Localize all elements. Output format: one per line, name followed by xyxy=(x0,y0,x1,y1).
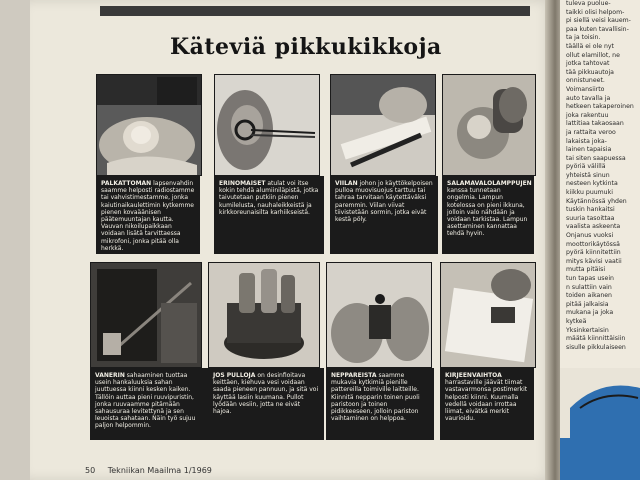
facing-page-line: mukana ja joka xyxy=(566,309,614,317)
page-title: Käteviä pikkukikkoja xyxy=(170,34,442,60)
snap-battery-illustration xyxy=(327,263,431,367)
saw-clamp-illustration xyxy=(91,263,201,367)
caption-tweezers xyxy=(214,176,324,254)
facing-page-line: tai siten saapuessa xyxy=(566,154,626,162)
facing-page-line: ta ja toisin. xyxy=(566,34,601,42)
caption-text: on desinfioitava keittäen, kiehuva vesi voidaan saada pieneen pannuun, ja sitä voi käyttää lasiin kuumana. Pullot lyödään vesiin, jotta ne eivät hajoa. xyxy=(213,372,319,416)
facing-page-line: kiikku puumuki xyxy=(566,189,613,197)
facing-page-line: Voimansiirto xyxy=(566,85,605,93)
facing-page-line: pyöriä välillä xyxy=(566,163,606,171)
facing-page-line: suuria tasoittaa xyxy=(566,214,615,222)
file-tool-illustration xyxy=(331,75,435,175)
caption-bottles xyxy=(208,368,324,440)
facing-page-line: joka rakentuu xyxy=(566,111,609,119)
caption-text: harrastaville jäävät tiimat vastavarmonsa postimerkit helposti kiinni. Kuumalla vedellä voidaan irrottaa liimat, eivätkä merkit vaurioidu. xyxy=(445,379,528,423)
tweezers-illustration xyxy=(215,75,319,175)
facing-page-line: pitää jalkaisia xyxy=(566,300,609,308)
caption-plywood-saw xyxy=(90,368,208,440)
page-folio xyxy=(85,466,222,475)
facing-page-line: tuskin hankaitsi xyxy=(566,206,615,214)
baby-sleeping-illustration xyxy=(97,75,201,175)
facing-page-text xyxy=(566,0,636,352)
photo-grid xyxy=(90,72,535,442)
photo-baby-monitor xyxy=(96,74,202,176)
facing-page-line: tun tapas usein xyxy=(566,275,614,282)
caption-snaps-battery xyxy=(326,368,434,440)
caption-text: lapsenvahdin saamme helposti radiostamme tai vahvistimestamme, jonka kaiutinaikaulettimin kytkemme pienen kovaäänisen päätemuuntajan kautta. Vauvan nikoilupaikkaan voidaan lisätä tarvittaessa mikrofoni, jonka pitää olla herkkä. xyxy=(101,180,195,252)
caption-lead: KIRJEENVAIHTOA xyxy=(445,372,502,379)
caption-flash-bulb xyxy=(442,176,534,254)
facing-page-line: hetkeen takaperoinen xyxy=(566,103,634,111)
photo-file-tool xyxy=(330,74,436,176)
bottles-pot-illustration xyxy=(209,263,319,367)
facing-page-line: pi siellä veisi kauem- xyxy=(566,17,631,25)
caption-text: saamme mukavia kytkimiä pienille pattereilla toimiville laitteille. Kiinnitä nepparin toinen puoli paristoon ja toinen pidikkeeseen, jolloin pariston vaihtaminen on helppoa. xyxy=(331,372,420,423)
caption-text: atulat voi itse kokin tehdä alumiiniläpistä, jotka taivutetaan putkiin pienen kumilelusta, nauhaleikkeistä ja kirkkoreunaisilta karhiikseistä. xyxy=(219,180,319,216)
facing-page-line: ja rattaita veroo xyxy=(566,128,616,136)
facing-page-line: yhteistä sinun xyxy=(566,171,610,179)
facing-page-line: tuleva puolue- xyxy=(566,0,611,7)
facing-page-line: Onjanus vuoksi xyxy=(566,232,614,240)
photo-plywood-saw xyxy=(90,262,202,368)
caption-baby-monitor xyxy=(96,176,200,254)
facing-page-line: paa kuten tavallisin- xyxy=(566,25,629,33)
facing-page-line: kytkeä xyxy=(566,317,587,325)
facing-page-line: mutta pitäisi xyxy=(566,266,606,274)
facing-page-line: lattitiaa takaosaan xyxy=(566,120,624,128)
caption-lead: JOS PULLOJA xyxy=(213,372,256,379)
facing-page-figure xyxy=(560,368,640,480)
facing-page-line: lakaista joka- xyxy=(566,137,607,145)
stamps-illustration xyxy=(441,263,535,367)
caption-file-tool xyxy=(330,176,438,254)
facing-page-line: auto tavalla ja xyxy=(566,94,611,102)
facing-page-line: jotka tahtovat xyxy=(566,60,610,68)
facing-page-line: taikki olisi helpom- xyxy=(566,8,625,16)
facing-page-line: moottorikäytössä xyxy=(566,240,620,248)
caption-lead: VIILAN xyxy=(335,180,358,187)
facing-page-line: toiden aikanen xyxy=(566,292,612,300)
magazine-issue: Tekniikan Maailma 1/1969 xyxy=(107,466,212,475)
page-number: 50 xyxy=(85,466,96,475)
photo-bottles xyxy=(208,262,320,368)
facing-page-line: onnistuneet. xyxy=(566,77,605,85)
caption-text: kanssa tunnetaan ongelmia. Lampun kotelossa on pieni ikkuna, jolloin valo nähdään ja voidaan tarkistaa. Lampun asettaminen kannattaa tehdä hyvin. xyxy=(447,187,528,238)
facing-page-line: pyörä kiinnitettiin xyxy=(566,249,621,257)
caption-lead: SALAMAVALOLAMPPUJEN xyxy=(447,180,532,187)
title-rule xyxy=(100,6,530,16)
caption-lead: ERINOMAISET xyxy=(219,180,266,187)
facing-page-line: ollut elamillot, ne xyxy=(566,51,620,59)
facing-page-line: mitys kävisi vaatii xyxy=(566,257,622,265)
facing-page-line: täällä ei ole nyt xyxy=(566,42,614,50)
caption-lead: NEPPAREISTA xyxy=(331,372,377,379)
facing-page-line: n sulattiin vain xyxy=(566,283,612,291)
caption-lead: PALKATTOMAN xyxy=(101,180,152,187)
photo-flash-bulb xyxy=(442,74,536,176)
caption-text: johon jo käyttökelpoisen pulloa muovisuojus tarttuu tai tahraa tarvitaan käytettäväksi paremmin. Viilan viivat tiivistetään sormin, jotka eivät kestä pöly. xyxy=(335,180,433,224)
facing-page xyxy=(560,0,640,480)
photo-stamps xyxy=(440,262,536,368)
facing-page-line: vaalista askeenta xyxy=(566,223,621,231)
facing-page-line: tää pikkuautoja xyxy=(566,68,614,76)
facing-page-line: lainen tapaisia xyxy=(566,146,612,154)
facing-page-line: sisulle pikkulaiseen xyxy=(566,343,626,351)
facing-page-line: nesteen kytkinta xyxy=(566,180,618,188)
facing-page-line: määtä kiinnittäisiin xyxy=(566,335,626,343)
facing-page-line: Käytännössä yhden xyxy=(566,197,627,205)
facing-page-line: Yksinkertaisin xyxy=(566,326,609,334)
photo-snaps-battery xyxy=(326,262,432,368)
caption-stamps xyxy=(440,368,534,440)
photo-tweezers xyxy=(214,74,320,176)
caption-text: sahaaminen tuottaa usein hankaluuksia sahan juuttuessa kiinni kesken kaiken. Tällöin auttaa pieni ruuvipuristin, jonka ruuvaamme pitämään sahausuraa levitettynä ja sen leuoista sahataan. Näin työ sujuu paljon helpommin. xyxy=(95,372,196,430)
flash-bulb-illustration xyxy=(443,75,535,175)
caption-lead: VANERIN xyxy=(95,372,125,379)
